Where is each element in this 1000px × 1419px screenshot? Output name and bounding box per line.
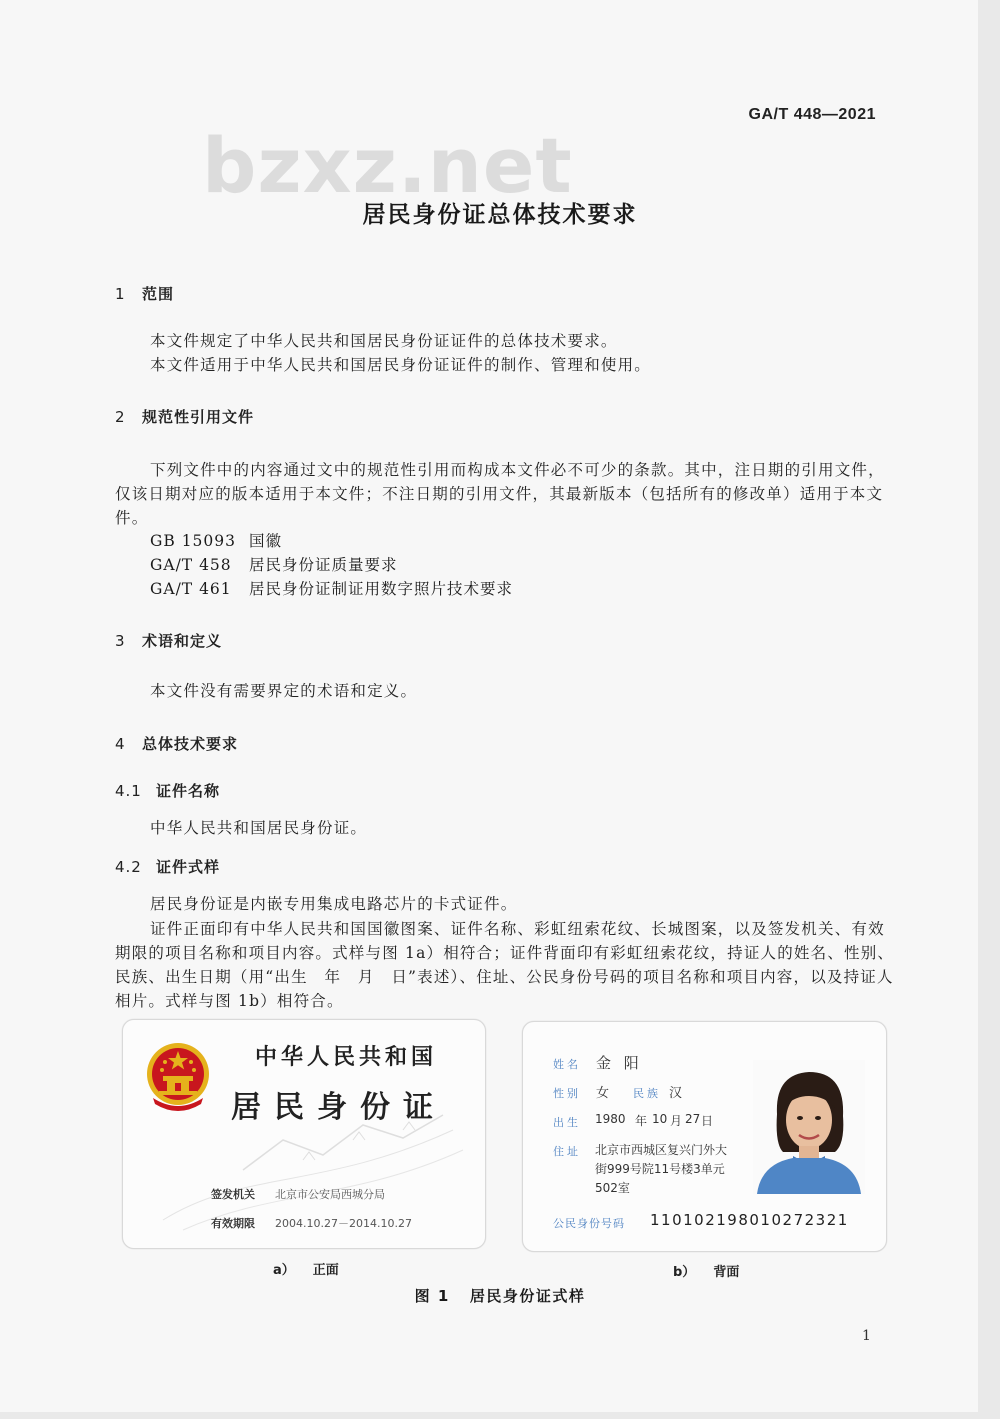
section-1-paragraph-2: 本文件适用于中华人民共和国居民身份证证件的制作、管理和使用。: [150, 356, 652, 374]
birth-year: 1980: [595, 1112, 626, 1126]
section-title: 规范性引用文件: [142, 408, 255, 426]
section-title: 术语和定义: [142, 632, 223, 650]
birth-month-unit: 月: [670, 1114, 683, 1128]
section-title: 总体技术要求: [142, 735, 239, 753]
address-line-2: 街999号院11号楼3单元: [595, 1162, 725, 1176]
validity-label: 有效期限: [211, 1217, 255, 1230]
reference-code: GA/T 461: [150, 580, 232, 598]
birth-label: 出生: [553, 1116, 581, 1129]
birth-day-unit: 日: [701, 1114, 714, 1128]
national-emblem-icon: [145, 1040, 211, 1116]
section-3-paragraph-1: 本文件没有需要界定的术语和定义。: [150, 682, 418, 700]
caption-text: 正面: [312, 1263, 339, 1278]
section-number: 4: [115, 735, 126, 753]
section-4-1-heading: [115, 780, 220, 801]
section-title: 证件名称: [156, 782, 221, 800]
reference-title: 居民身份证质量要求: [249, 556, 398, 574]
address-line-1: 北京市西城区复兴门外大: [595, 1143, 728, 1157]
section-4-2-paragraph-1: 居民身份证是内嵌专用集成电路芯片的卡式证件。: [150, 895, 518, 913]
figure-title: [0, 1285, 978, 1306]
section-2-heading: [115, 406, 254, 427]
reference-title: 居民身份证制证用数字照片技术要求: [249, 580, 514, 598]
reference-code: GB 15093: [150, 532, 237, 550]
name-label: 姓名: [553, 1058, 581, 1071]
section-1-paragraph-1: 本文件规定了中华人民共和国居民身份证证件的总体技术要求。: [150, 332, 618, 350]
normative-reference: [150, 577, 513, 599]
name-value: 金 阳: [596, 1054, 643, 1072]
validity-value: 2004.10.27－2014.10.27: [275, 1217, 412, 1230]
holder-photo: [753, 1060, 865, 1194]
watermark: bzxz.net: [202, 121, 573, 210]
page-number: 1: [862, 1328, 871, 1344]
id-number-value: 110102198010272321: [650, 1211, 849, 1229]
normative-reference: [150, 553, 398, 575]
section-3-heading: [115, 630, 222, 651]
section-number: 1: [115, 285, 126, 303]
card-front-title-line1: 中华人民共和国: [255, 1044, 438, 1070]
section-number: 3: [115, 632, 126, 650]
sex-value: 女: [596, 1086, 610, 1101]
section-title: 证件式样: [156, 858, 221, 876]
normative-reference: [150, 529, 282, 551]
section-number: 4.1: [115, 782, 142, 800]
birth-day: 27: [685, 1112, 701, 1126]
birth-month: 10: [652, 1112, 668, 1126]
figure-caption-b: [673, 1261, 739, 1280]
id-number-label: 公民身份号码: [553, 1217, 625, 1230]
section-number: 4.2: [115, 858, 142, 876]
caption-text: 背面: [713, 1265, 740, 1280]
figure-number: 图 1: [414, 1287, 450, 1305]
standard-code: GA/T 448—2021: [748, 106, 876, 123]
section-title: 范围: [142, 285, 175, 303]
validity-row: [211, 1215, 412, 1231]
issuer-value: 北京市公安局西城分局: [275, 1188, 385, 1201]
id-card-front: [122, 1019, 486, 1249]
reference-title: 国徽: [249, 532, 283, 550]
section-1-heading: [115, 283, 174, 304]
section-4-2-heading: [115, 856, 220, 877]
figure-title-text: 居民身份证式样: [469, 1287, 586, 1305]
section-4-2-paragraph-2: 证件正面印有中华人民共和国国徽图案、证件名称、彩虹纽索花纹、长城图案，以及签发机关、有效期限的项目名称和项目内容。式样与图 1a）相符合；证件背面印有彩虹纽索花纹，持证人的姓名、性别、民族、出生日期（用“出生 年 月 日”表述）、住址、公民身份号码的项目名称和项目内容，以及持证人相片。式样与图 1b）相符合。: [115, 920, 895, 1010]
ethnic-label: 民族: [633, 1087, 661, 1100]
figure-caption-a: [273, 1259, 339, 1278]
address-label: 住址: [553, 1145, 581, 1158]
ethnic-value: 汉: [669, 1086, 683, 1101]
document-title: 居民身份证总体技术要求: [362, 202, 638, 228]
birth-year-unit: 年: [635, 1114, 648, 1128]
reference-code: GA/T 458: [150, 556, 232, 574]
issuer-row: [211, 1186, 385, 1202]
section-2-paragraph-1: 下列文件中的内容通过文中的规范性引用而构成本文件必不可少的条款。其中，注日期的引用文件，仅该日期对应的版本适用于本文件；不注日期的引用文件，其最新版本（包括所有的修改单）适用于本文件。: [115, 461, 885, 527]
caption-letter: b）: [673, 1265, 696, 1280]
section-number: 2: [115, 408, 126, 426]
sex-label: 性别: [553, 1087, 581, 1100]
issuer-label: 签发机关: [211, 1188, 255, 1201]
section-4-1-paragraph-1: 中华人民共和国居民身份证。: [150, 819, 368, 837]
id-card-back: [522, 1021, 887, 1252]
section-4-heading: [115, 733, 238, 754]
caption-letter: a）: [273, 1263, 295, 1278]
address-line-3: 502室: [595, 1181, 630, 1195]
card-front-title-line2: 居民身份证: [231, 1090, 446, 1125]
